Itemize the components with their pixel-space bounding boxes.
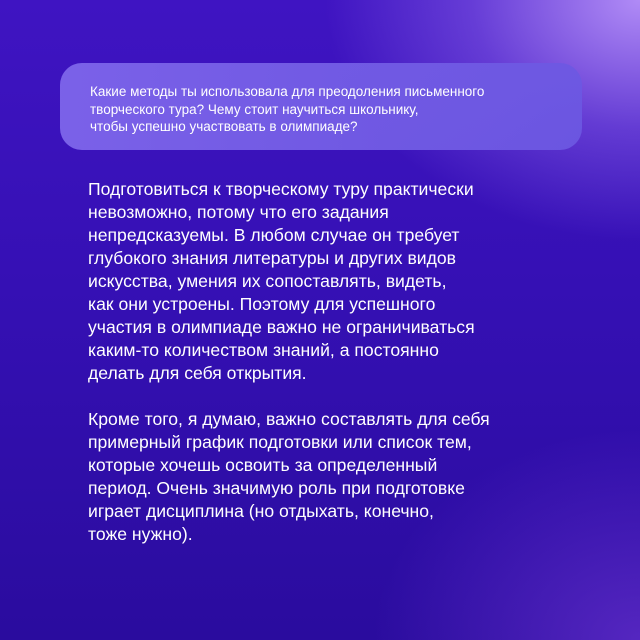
answer-text (88, 178, 588, 546)
answer-paragraph-1: Подготовиться к творческому туру практически невозможно, потому что его задания непредсказуемы. В любом случае он требует глубокого знания литературы и других видов искусства, умения их сопоставлять, видеть, как они устроены. Поэтому для успешного участия в олимпиаде важно не ограничиваться каким-то количеством знаний, а постоянно делать для себя открытия. (88, 179, 475, 383)
answer-paragraph-2: Кроме того, я думаю, важно составлять для себя примерный график подготовки или список тем, которые хочешь освоить за определенный период. Очень значимую роль при подготовке играет дисциплина (но отдыхать, конечно, тоже нужно). (88, 409, 490, 544)
question-text: Какие методы ты использовала для преодоления письменного творческого тура? Чему стоит научиться школьнику, чтобы успешно участвовать в олимпиаде? (90, 84, 485, 134)
question-box (60, 63, 582, 150)
